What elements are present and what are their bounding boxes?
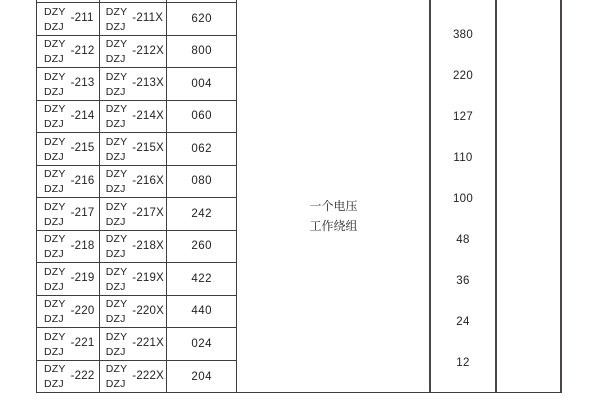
model-suffix-label: -221X — [132, 337, 164, 350]
brand-top-label: DZY — [105, 5, 128, 18]
table-row — [37, 68, 237, 101]
code-cell — [167, 68, 237, 100]
code-value: 204 — [191, 370, 213, 383]
brand-bottom-label: DZJ — [105, 313, 126, 326]
voltage-value: 24 — [456, 316, 470, 328]
table-row — [37, 101, 237, 134]
brand-top-label: DZY — [105, 265, 128, 278]
brand-bottom-label: DZJ — [44, 345, 64, 358]
model-cell-a — [37, 68, 100, 100]
brand-stack — [106, 298, 128, 325]
model-suffix-label: -214X — [132, 109, 164, 122]
brand-top-label: DZY — [105, 103, 128, 116]
model-cell-b — [100, 36, 168, 68]
model-suffix-label: -215X — [132, 142, 164, 155]
brand-bottom-label: DZJ — [44, 118, 64, 131]
model-cell-b — [100, 133, 168, 165]
winding-text — [237, 0, 430, 236]
model-suffix-label: -211X — [132, 12, 164, 25]
brand-top-label: DZY — [105, 330, 128, 343]
brand-stack — [44, 266, 66, 293]
model-cell-b — [100, 166, 168, 198]
table-row — [37, 3, 237, 36]
brand-stack — [106, 266, 128, 293]
code-value: 242 — [191, 207, 213, 220]
model-cell-b — [100, 198, 168, 230]
brand-top-label: DZY — [105, 298, 128, 311]
model-suffix-label: -212X — [132, 44, 164, 57]
code-value: 004 — [191, 77, 213, 90]
model-suffix-label: -217 — [70, 207, 95, 220]
voltage-value: 380 — [452, 29, 474, 41]
table-row — [37, 328, 237, 361]
code-cell — [167, 263, 237, 295]
brand-top-label: DZY — [44, 168, 66, 181]
brand-stack — [106, 168, 128, 195]
code-value: 060 — [191, 110, 213, 123]
brand-bottom-label: DZJ — [105, 20, 126, 33]
model-cell-b — [100, 68, 168, 100]
brand-stack — [44, 201, 66, 228]
code-value: 080 — [191, 175, 213, 188]
brand-bottom-label: DZJ — [44, 53, 64, 66]
brand-top-label: DZY — [105, 38, 128, 51]
column-rule-voltage-right — [495, 0, 497, 393]
brand-stack — [44, 168, 66, 195]
voltage-value: 127 — [452, 111, 474, 123]
table-row — [37, 361, 237, 394]
code-value: 440 — [191, 305, 213, 318]
brand-top-label: DZY — [44, 135, 66, 148]
model-cell-a — [37, 231, 100, 263]
brand-stack — [44, 71, 66, 98]
voltage-value: 48 — [456, 234, 470, 246]
model-cell-b — [100, 296, 168, 328]
brand-bottom-label: DZJ — [105, 280, 126, 293]
model-cell-b — [100, 328, 168, 360]
brand-stack — [44, 363, 66, 390]
code-cell — [167, 3, 237, 35]
brand-top-label: DZY — [44, 233, 66, 246]
code-value: 062 — [191, 142, 213, 155]
model-suffix-label: -214 — [70, 109, 95, 122]
brand-bottom-label: DZJ — [44, 85, 64, 98]
code-cell — [167, 166, 237, 198]
column-rule-far-right — [560, 0, 562, 393]
brand-top-label: DZY — [105, 135, 128, 148]
brand-bottom-label: DZJ — [105, 118, 126, 131]
model-cell-a — [37, 263, 100, 295]
brand-stack — [44, 103, 66, 130]
brand-bottom-label: DZJ — [105, 248, 126, 261]
voltage-value: 100 — [452, 193, 474, 205]
model-cell-a — [37, 198, 100, 230]
table-row — [37, 231, 237, 264]
column-rule-voltage-left — [429, 0, 431, 393]
brand-bottom-label: DZJ — [105, 378, 126, 391]
table-rows — [37, 3, 237, 393]
code-cell — [167, 133, 237, 165]
brand-top-label: DZY — [105, 233, 128, 246]
model-suffix-label: -213 — [70, 77, 95, 90]
code-cell — [167, 101, 237, 133]
model-suffix-label: -212 — [70, 44, 95, 57]
brand-top-label: DZY — [44, 103, 66, 116]
brand-bottom-label: DZJ — [44, 280, 64, 293]
brand-top-label: DZY — [44, 38, 66, 51]
brand-bottom-label: DZJ — [44, 183, 64, 196]
brand-stack — [106, 331, 128, 358]
model-suffix-label: -218 — [70, 239, 95, 252]
model-cell-a — [37, 133, 100, 165]
code-cell — [167, 36, 237, 68]
table-row — [37, 263, 237, 296]
model-suffix-label: -217X — [132, 207, 164, 220]
brand-stack — [44, 298, 66, 325]
model-suffix-label: -215 — [70, 142, 95, 155]
table-row — [37, 166, 237, 199]
winding-line-1: 一个电压 — [309, 199, 358, 213]
code-value: 620 — [191, 12, 213, 25]
brand-bottom-label: DZJ — [105, 345, 126, 358]
model-cell-a — [37, 36, 100, 68]
model-suffix-label: -216 — [70, 174, 95, 187]
code-cell — [167, 198, 237, 230]
code-cell — [167, 231, 237, 263]
model-code-grid — [36, 0, 237, 393]
voltage-value: 36 — [456, 275, 470, 287]
brand-top-label: DZY — [105, 70, 128, 83]
model-cell-a — [37, 296, 100, 328]
brand-stack — [44, 38, 66, 65]
model-cell-partial-b — [100, 0, 168, 2]
model-suffix-label: -219X — [132, 272, 164, 285]
brand-bottom-label: DZJ — [44, 248, 64, 261]
brand-stack — [106, 233, 128, 260]
model-cell-a — [37, 101, 100, 133]
brand-stack — [106, 6, 128, 33]
brand-top-label: DZY — [44, 70, 66, 83]
winding-line-2: 工作绕组 — [309, 219, 358, 233]
brand-top-label: DZY — [105, 200, 128, 213]
brand-top-label: DZY — [105, 363, 128, 376]
brand-stack — [106, 71, 128, 98]
brand-stack — [106, 201, 128, 228]
brand-stack — [44, 331, 66, 358]
winding-cell — [237, 0, 430, 393]
code-cell — [167, 296, 237, 328]
table-bottom-rule — [36, 392, 562, 394]
brand-stack — [106, 363, 128, 390]
model-cell-partial-a — [37, 0, 100, 2]
model-cell-b — [100, 3, 168, 35]
brand-stack — [106, 103, 128, 130]
brand-bottom-label: DZJ — [105, 215, 126, 228]
model-cell-b — [100, 361, 168, 394]
voltage-value: 110 — [453, 152, 473, 164]
brand-bottom-label: DZJ — [44, 150, 64, 163]
model-cell-a — [37, 166, 100, 198]
model-suffix-label: -219 — [70, 272, 95, 285]
table-row — [37, 133, 237, 166]
brand-bottom-label: DZJ — [105, 150, 126, 163]
brand-top-label: DZY — [44, 200, 66, 213]
model-suffix-label: -218X — [132, 239, 164, 252]
code-value: 024 — [191, 337, 213, 350]
brand-stack — [44, 233, 66, 260]
model-cell-b — [100, 231, 168, 263]
voltage-column — [430, 0, 496, 393]
model-suffix-label: -220 — [70, 304, 95, 317]
brand-stack — [106, 136, 128, 163]
model-cell-a — [37, 328, 100, 360]
code-value: 260 — [191, 240, 213, 253]
model-cell-a — [37, 361, 100, 394]
model-suffix-label: -222X — [132, 369, 164, 382]
code-value: 800 — [191, 45, 213, 58]
brand-bottom-label: DZJ — [44, 313, 64, 326]
model-suffix-label: -213X — [132, 77, 164, 90]
brand-top-label: DZY — [44, 265, 66, 278]
brand-stack — [44, 6, 66, 33]
code-cell-partial — [167, 0, 237, 2]
brand-bottom-label: DZJ — [44, 20, 64, 33]
model-cell-b — [100, 263, 168, 295]
model-suffix-label: -222 — [70, 369, 95, 382]
model-suffix-label: -216X — [132, 174, 164, 187]
brand-top-label: DZY — [44, 363, 66, 376]
brand-bottom-label: DZJ — [44, 215, 64, 228]
brand-top-label: DZY — [44, 330, 66, 343]
voltage-value: 220 — [452, 70, 474, 82]
brand-bottom-label: DZJ — [105, 85, 126, 98]
table-row — [37, 198, 237, 231]
code-cell — [167, 361, 237, 394]
model-suffix-label: -220X — [132, 304, 164, 317]
brand-stack — [106, 38, 128, 65]
code-cell — [167, 328, 237, 360]
brand-bottom-label: DZJ — [105, 183, 126, 196]
voltage-value: 12 — [456, 357, 470, 369]
table-row — [37, 36, 237, 69]
brand-stack — [44, 136, 66, 163]
model-suffix-label: -211 — [70, 12, 94, 25]
table-row — [37, 296, 237, 329]
brand-top-label: DZY — [44, 5, 66, 18]
brand-top-label: DZY — [44, 298, 66, 311]
model-suffix-label: -221 — [70, 337, 95, 350]
model-cell-a — [37, 3, 100, 35]
model-cell-b — [100, 101, 168, 133]
brand-bottom-label: DZJ — [44, 378, 64, 391]
code-value: 422 — [191, 272, 213, 285]
brand-bottom-label: DZJ — [105, 53, 126, 66]
brand-top-label: DZY — [105, 168, 128, 181]
